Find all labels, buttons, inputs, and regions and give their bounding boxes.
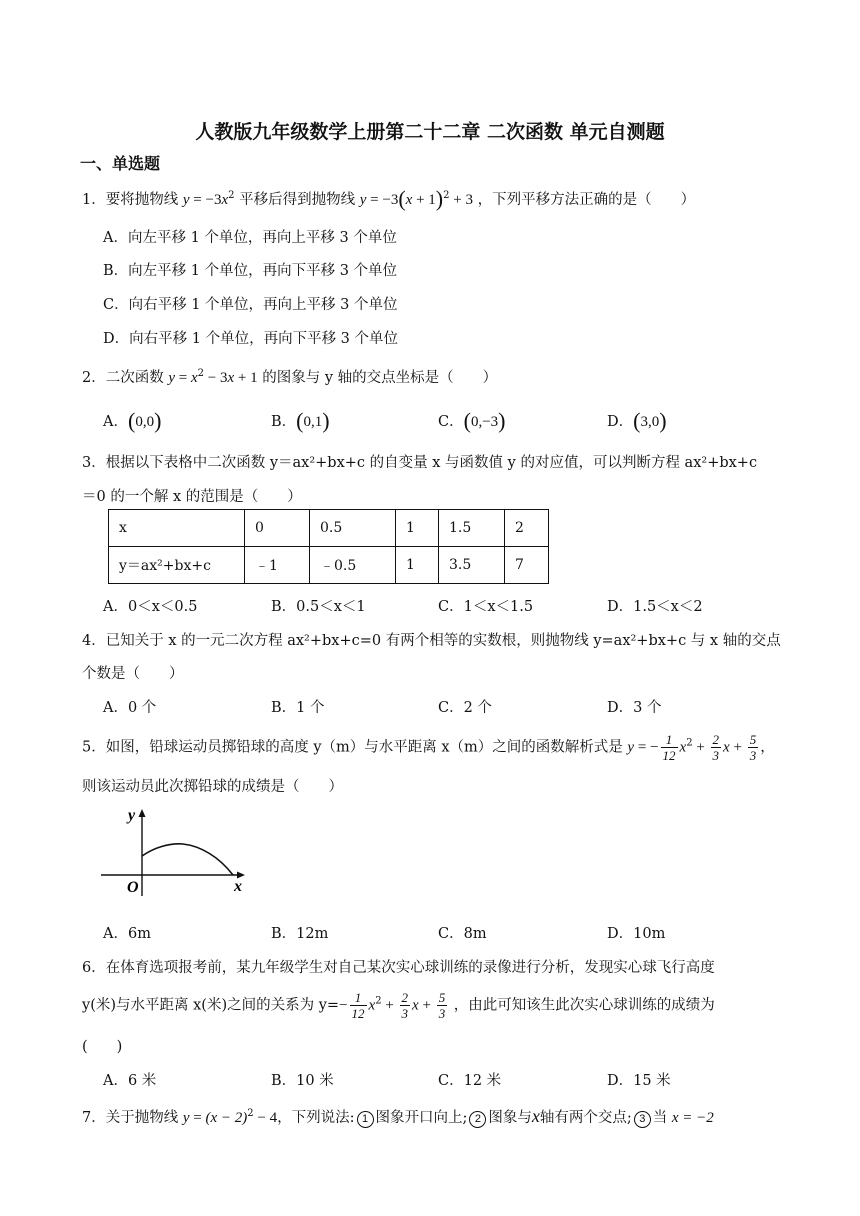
- math-paren: (: [633, 408, 641, 433]
- circled-number: 2: [469, 1111, 486, 1128]
- math-exp: 2: [375, 995, 382, 1007]
- option-b[interactable]: B．0.5＜x＜1: [271, 599, 366, 615]
- option-b[interactable]: B．12m: [271, 926, 329, 942]
- option-a[interactable]: A．0 个: [103, 700, 157, 716]
- statement: 当: [652, 1110, 668, 1126]
- math-paren: (: [398, 186, 406, 211]
- math-exp: 2: [443, 190, 450, 202]
- option-d[interactable]: D．1.5＜x＜2: [607, 599, 703, 615]
- option-a[interactable]: A．6m: [103, 926, 151, 942]
- question-1: [82, 186, 695, 212]
- table-row: [109, 547, 549, 584]
- math-var: x: [412, 997, 419, 1014]
- option-c[interactable]: C．8m: [438, 926, 487, 942]
- numerator: 1: [350, 990, 367, 1006]
- question-6-line-3: ( ): [82, 1039, 123, 1055]
- math-op: −: [339, 997, 348, 1014]
- math-var: y: [182, 192, 190, 208]
- fraction: [437, 990, 448, 1021]
- y-axis-arrow-icon: [139, 809, 146, 817]
- math-op: −: [650, 739, 659, 756]
- table-cell: 3.5: [439, 547, 505, 584]
- math-coef: −3: [205, 192, 222, 208]
- point-coords: 0,1: [303, 414, 323, 430]
- table-cell: 1.5: [439, 510, 505, 547]
- math-op: =: [189, 192, 206, 208]
- option-b[interactable]: B．向左平移 1 个单位，再向下平移 3 个单位: [103, 263, 398, 279]
- point-coords: 0,−3: [470, 414, 499, 430]
- math-var: y: [359, 192, 367, 208]
- question-text: ，下列平移方法正确的是（ ）: [477, 192, 696, 208]
- math-paren: ): [435, 186, 444, 211]
- x-axis-label: x: [234, 878, 242, 895]
- question-text: 要将抛物线: [105, 192, 179, 208]
- math-var: x: [227, 370, 235, 386]
- math-var: x: [368, 997, 376, 1014]
- numerator: 2: [712, 732, 720, 747]
- question-text: y(米)与水平距离 x(米)之间的关系为 y=: [82, 997, 340, 1014]
- math-op: +: [729, 739, 746, 756]
- question-text: ，由此可知该生此次实心球训练的成绩为: [453, 997, 715, 1014]
- math-exp: 2: [686, 737, 693, 749]
- math-term: − 3: [204, 370, 228, 386]
- option-d[interactable]: [607, 408, 667, 434]
- math-var: x: [531, 1106, 540, 1126]
- math-op: +: [692, 739, 709, 756]
- statement: 图象与: [488, 1110, 532, 1126]
- math-var: x: [405, 192, 413, 208]
- trajectory-figure: [95, 800, 255, 900]
- question-7: [82, 1106, 714, 1128]
- y-axis-label: y: [128, 807, 136, 824]
- origin-label: O: [127, 879, 139, 896]
- table-cell: ﹣0.5: [310, 547, 396, 584]
- table-cell: 2: [505, 510, 549, 547]
- denominator: 12: [351, 1006, 365, 1021]
- option-c[interactable]: C．1＜x＜1.5: [438, 599, 534, 615]
- fraction: [350, 990, 367, 1021]
- option-a[interactable]: A．向左平移 1 个单位，再向上平移 3 个单位: [103, 230, 397, 246]
- option-label: B．: [271, 414, 297, 430]
- option-c[interactable]: C．向右平移 1 个单位，再向上平移 3 个单位: [103, 297, 398, 313]
- option-a[interactable]: A．0＜x＜0.5: [103, 599, 198, 615]
- option-b[interactable]: B．10 米: [271, 1073, 334, 1089]
- circled-number: 3: [634, 1111, 651, 1128]
- question-6-line-1: 6．在体育选项报考前，某九年级学生对自己某次实心球训练的录像进行分析，发现实心球飞行高度: [82, 960, 715, 976]
- math-op: =: [366, 192, 383, 208]
- fraction: [400, 990, 411, 1021]
- circled-number: 1: [357, 1111, 374, 1128]
- math-paren: ): [322, 408, 330, 433]
- math-var: x: [679, 739, 687, 756]
- math-var: x: [723, 739, 730, 756]
- math-term: + 1: [412, 192, 436, 208]
- math-term: + 3: [449, 192, 473, 208]
- question-text: 5．如图，铅球运动员掷铅球的高度 y（m）与水平距离 x（m）之间的函数解析式是: [82, 739, 623, 756]
- option-label: A．: [103, 414, 128, 430]
- statement: 图象开口向上;: [375, 1110, 468, 1126]
- parabola-curve: [142, 844, 233, 875]
- numerator: 5: [749, 732, 757, 747]
- question-number: 2．: [82, 370, 106, 386]
- option-c[interactable]: C．12 米: [438, 1073, 502, 1089]
- math-paren: ): [659, 408, 667, 433]
- option-d[interactable]: D．向右平移 1 个单位，再向下平移 3 个单位: [103, 331, 399, 347]
- question-2: [82, 366, 497, 387]
- statement: 轴有两个交点;: [539, 1110, 632, 1126]
- denominator: 3: [712, 748, 720, 763]
- math-expr: (x − 2): [205, 1110, 248, 1126]
- math-op: =: [189, 1110, 206, 1126]
- option-d[interactable]: D．15 米: [607, 1073, 671, 1089]
- denominator: 3: [438, 1006, 446, 1021]
- punct: ，: [760, 739, 775, 756]
- question-text: 平移后得到抛物线: [239, 192, 356, 208]
- option-label: C．: [438, 414, 464, 430]
- math-var: y: [182, 1110, 190, 1126]
- point-coords: 0,0: [135, 414, 155, 430]
- math-coef: −3: [382, 192, 399, 208]
- question-number: 1．: [82, 192, 106, 208]
- option-d[interactable]: D．3 个: [607, 700, 662, 716]
- table-cell: 0: [245, 510, 310, 547]
- math-op: +: [381, 997, 398, 1014]
- table-cell: x: [109, 510, 245, 547]
- math-var: y: [627, 739, 635, 756]
- page-title: 人教版九年级数学上册第二十二章 二次函数 单元自测题: [195, 121, 665, 143]
- math-paren: (: [296, 408, 304, 433]
- numerator: 1: [661, 732, 678, 748]
- math-op: +: [418, 997, 435, 1014]
- table-cell: 1: [396, 547, 439, 584]
- math-term: − 4: [253, 1110, 278, 1126]
- math-var: y: [168, 370, 176, 386]
- table-cell: 7: [505, 547, 549, 584]
- math-var: x: [190, 370, 198, 386]
- fraction: [748, 732, 759, 763]
- denominator: 3: [749, 748, 757, 763]
- question-text: 的图象与 y 轴的交点坐标是（ ）: [262, 370, 498, 386]
- question-5-line-1: [82, 732, 775, 763]
- math-paren: (: [127, 408, 136, 433]
- question-text: 二次函数: [105, 370, 164, 386]
- math-paren: (: [463, 408, 471, 433]
- option-b[interactable]: [271, 408, 330, 434]
- math-paren: ): [498, 408, 506, 433]
- question-text: 7．关于抛物线: [82, 1110, 179, 1126]
- option-c[interactable]: C．2 个: [438, 700, 492, 716]
- question-4-line-2: 个数是（ ）: [82, 666, 184, 682]
- section-heading: 一、单选题: [80, 154, 161, 173]
- math-exp: 2: [247, 1108, 254, 1120]
- option-a[interactable]: A．6 米: [103, 1073, 157, 1089]
- math-exp: 2: [228, 190, 235, 202]
- denominator: 12: [662, 748, 676, 763]
- math-op: =: [634, 739, 651, 756]
- option-label: D．: [607, 414, 634, 430]
- fraction: [711, 732, 722, 763]
- table-row: [109, 510, 549, 547]
- table-cell: 0.5: [310, 510, 396, 547]
- math-term: + 1: [234, 370, 258, 386]
- numerator: 5: [438, 990, 446, 1005]
- value-table: [108, 509, 549, 584]
- option-b[interactable]: B．1 个: [271, 700, 325, 716]
- math-var: x: [221, 192, 229, 208]
- table-cell: y＝ax²+bx+c: [109, 547, 245, 584]
- question-3-line-1: 3．根据以下表格中二次函数 y＝ax²+bx+c 的自变量 x 与函数值 y 的对应值，可以判断方程 ax²+bx+c: [82, 455, 758, 471]
- question-6-line-2: [82, 990, 715, 1021]
- point-coords: 3,0: [640, 414, 660, 430]
- option-a[interactable]: [103, 408, 161, 434]
- question-4-line-1: 4．已知关于 x 的一元二次方程 ax²+bx+c=0 有两个相等的实数根，则抛物线 y=ax²+bx+c 与 x 轴的交点: [82, 633, 781, 649]
- math-paren: ): [154, 408, 162, 433]
- option-c[interactable]: [438, 408, 505, 434]
- question-text: ，下列说法:: [277, 1110, 355, 1126]
- fraction: [661, 732, 678, 763]
- question-5-line-2: 则该运动员此次掷铅球的成绩是（ ）: [82, 779, 343, 795]
- table-cell: ﹣1: [245, 547, 310, 584]
- denominator: 3: [401, 1006, 409, 1021]
- math-exp: 2: [197, 368, 205, 380]
- option-d[interactable]: D．10m: [607, 926, 666, 942]
- math-op: =: [175, 370, 191, 386]
- table-cell: 1: [396, 510, 439, 547]
- numerator: 2: [401, 990, 409, 1005]
- question-3-line-2: ＝0 的一个解 x 的范围是（ ）: [82, 489, 302, 505]
- math-expr: x = −2: [671, 1110, 714, 1126]
